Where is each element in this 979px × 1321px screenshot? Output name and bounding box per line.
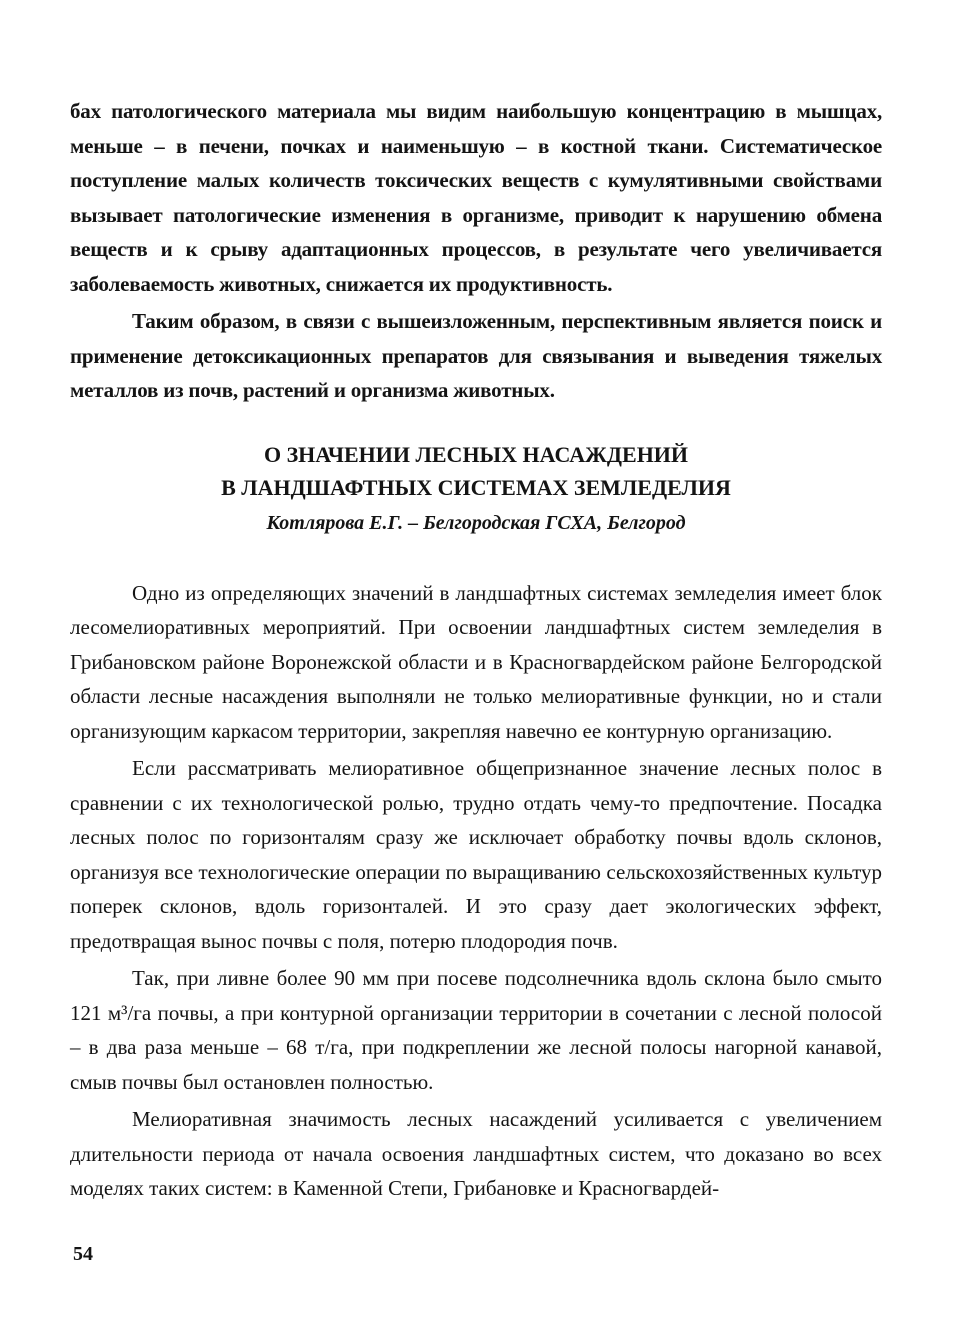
article-title-line-2: В ЛАНДШАФТНЫХ СИСТЕМАХ ЗЕМЛЕДЕЛИЯ bbox=[221, 474, 731, 500]
article-title-line-1: О ЗНАЧЕНИИ ЛЕСНЫХ НАСАЖДЕНИЙ bbox=[263, 441, 689, 467]
page-number: 54 bbox=[73, 1243, 93, 1265]
article-paragraph-1: Одно из определяющих значений в ландшафтных системах земледелия имеет блок лесомелиоративных мероприятий. При освоении ландшафтных систем земледелия в Грибановском районе Воронежской области и в Красногвардейском районе Белгородской области лесные насаждения выполняли не только мелиоративные функции, но и стали организующим каркасом территории, закрепляя навечно ее контурную организацию. bbox=[70, 580, 882, 743]
article-paragraph-2: Если рассматривать мелиоративное общепризнанное значение лесных полос в сравнении с их технологической ролью, трудно отдать чему-то предпочтение. Посадка лесных полос по горизонталям сразу же исключает обработку почвы вдоль склонов, организуя все технологические операции по выращиванию сельскохозяйственных культур поперек склонов, вдоль горизонталей. И это сразу дает экологических эффект, предотвращая вынос почвы с поля, потерю плодородия почв. bbox=[70, 756, 882, 953]
continued-paragraph: бах патологического материала мы видим наибольшую концентрацию в мышцах, меньше – в печени, почках и наименьшую – в костной ткани. Систематическое поступление малых количеств токсических веществ с кумулятивными свойствами вызывает патологические изменения в организме, приводит к нарушению обмена веществ и к срыву адаптационных процессов, в результате чего увеличивается заболеваемость животных, снижается их продуктивность. bbox=[70, 99, 882, 296]
conclusion-paragraph: Таким образом, в связи с вышеизложенным, перспективным является поиск и применение детоксикационных препаратов для связывания и выведения тяжелых металлов из почв, растений и организма животных. bbox=[70, 309, 882, 402]
page-body bbox=[70, 94, 882, 1206]
article-paragraph-4: Мелиоративная значимость лесных насаждений усиливается с увеличением длительности периода от начала освоения ландшафтных систем, что доказано во всех моделях таких систем: в Каменной Степи, Грибановке и Красногвардей- bbox=[70, 1107, 882, 1200]
article-author: Котлярова Е.Г. – Белгородская ГСХА, Белгород bbox=[266, 511, 686, 534]
article-paragraph-3: Так, при ливне более 90 мм при посеве подсолнечника вдоль склона было смыто 121 м³/га почвы, а при контурной организации территории в сочетании с лесной полосой – в два раза меньше – 68 т/га, при подкреплении же лесной полосы нагорной канавой, смыв почвы был остановлен полностью. bbox=[70, 966, 882, 1094]
